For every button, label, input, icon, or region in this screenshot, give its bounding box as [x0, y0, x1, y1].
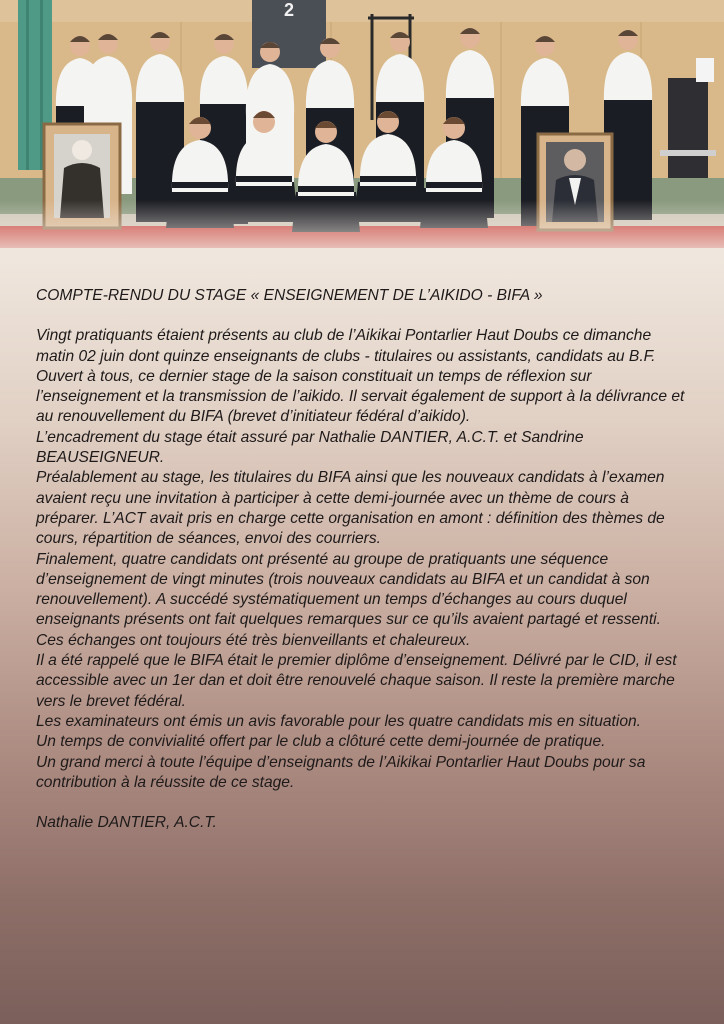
article-paragraph-6: Il a été rappelé que le BIFA était le premier diplôme d’enseignement. Délivré par le CID, il est accessible avec un 1er dan et doit être renouvelé chaque saison. Il reste la première marche vers le brevet fédéral. [36, 652, 677, 710]
gym-machine [668, 78, 708, 188]
article-paragraph-9: Un grand merci à toute l’équipe d’enseignants de l’Aikikai Pontarlier Haut Doubs pour sa contribution à la réussite de ce stage. [36, 753, 646, 791]
article [36, 286, 690, 833]
article-title: COMPTE-RENDU DU STAGE « ENSEIGNEMENT DE L’AIKIDO - BIFA » [36, 287, 543, 304]
photo-fade [0, 200, 724, 248]
article-signature: Nathalie DANTIER, A.C.T. [36, 814, 217, 832]
article-paragraph-5: Finalement, quatre candidats ont présenté au groupe de pratiquants une séquence d’enseignement de vingt minutes (trois nouveaux candidats au BIFA et un candidat à son renouvellement). A succédé systématiquement un temps d’échanges au cours duquel enseignants présents ont fait quelques remarques sur ce qu’ils avaient partagé et ressenti. Ces échanges ont toujours été très bienveillants et chaleureux. [36, 550, 661, 649]
article-paragraph-3: L’encadrement du stage était assuré par Nathalie DANTIER, A.C.T. et Sandrine BEAUSEIGNEUR. [36, 428, 584, 467]
article-paragraph-1: Vingt pratiquants étaient présents au club de l’Aikikai Pontarlier Haut Doubs ce dimanche matin 02 juin dont quinze enseignants de clubs - titulaires ou assistants, candidats au B.F. [36, 327, 656, 365]
scoreboard-number: 2 [283, 0, 295, 20]
article-paragraph-4: Préalablement au stage, les titulaires du BIFA ainsi que les nouveaux candidats à l’examen avaient reçu une invitation à participer à cette demi-journée avec un thème de cours à préparer. L’ACT avait pris en charge cette organisation en amont : définition des thèmes de cours, répartition de séances, envoi des courriers. [36, 469, 665, 548]
group-photo [0, 0, 724, 248]
article-paragraph-8: Un temps de convivialité offert par le club a clôturé cette demi-journée de pratique. [36, 733, 606, 751]
article-paragraph-7: Les examinateurs ont émis un avis favorable pour les quatre candidats mis en situation. [36, 712, 642, 730]
article-paragraph-2: Ouvert à tous, ce dernier stage de la saison constituait un temps de réflexion sur l’enseignement et la transmission de l’aikido. Il servait également de support à la délivrance et au renouvellement du BIFA (brevet d’initiateur fédéral d’aikido). [36, 367, 685, 426]
wall-notice [696, 58, 714, 82]
